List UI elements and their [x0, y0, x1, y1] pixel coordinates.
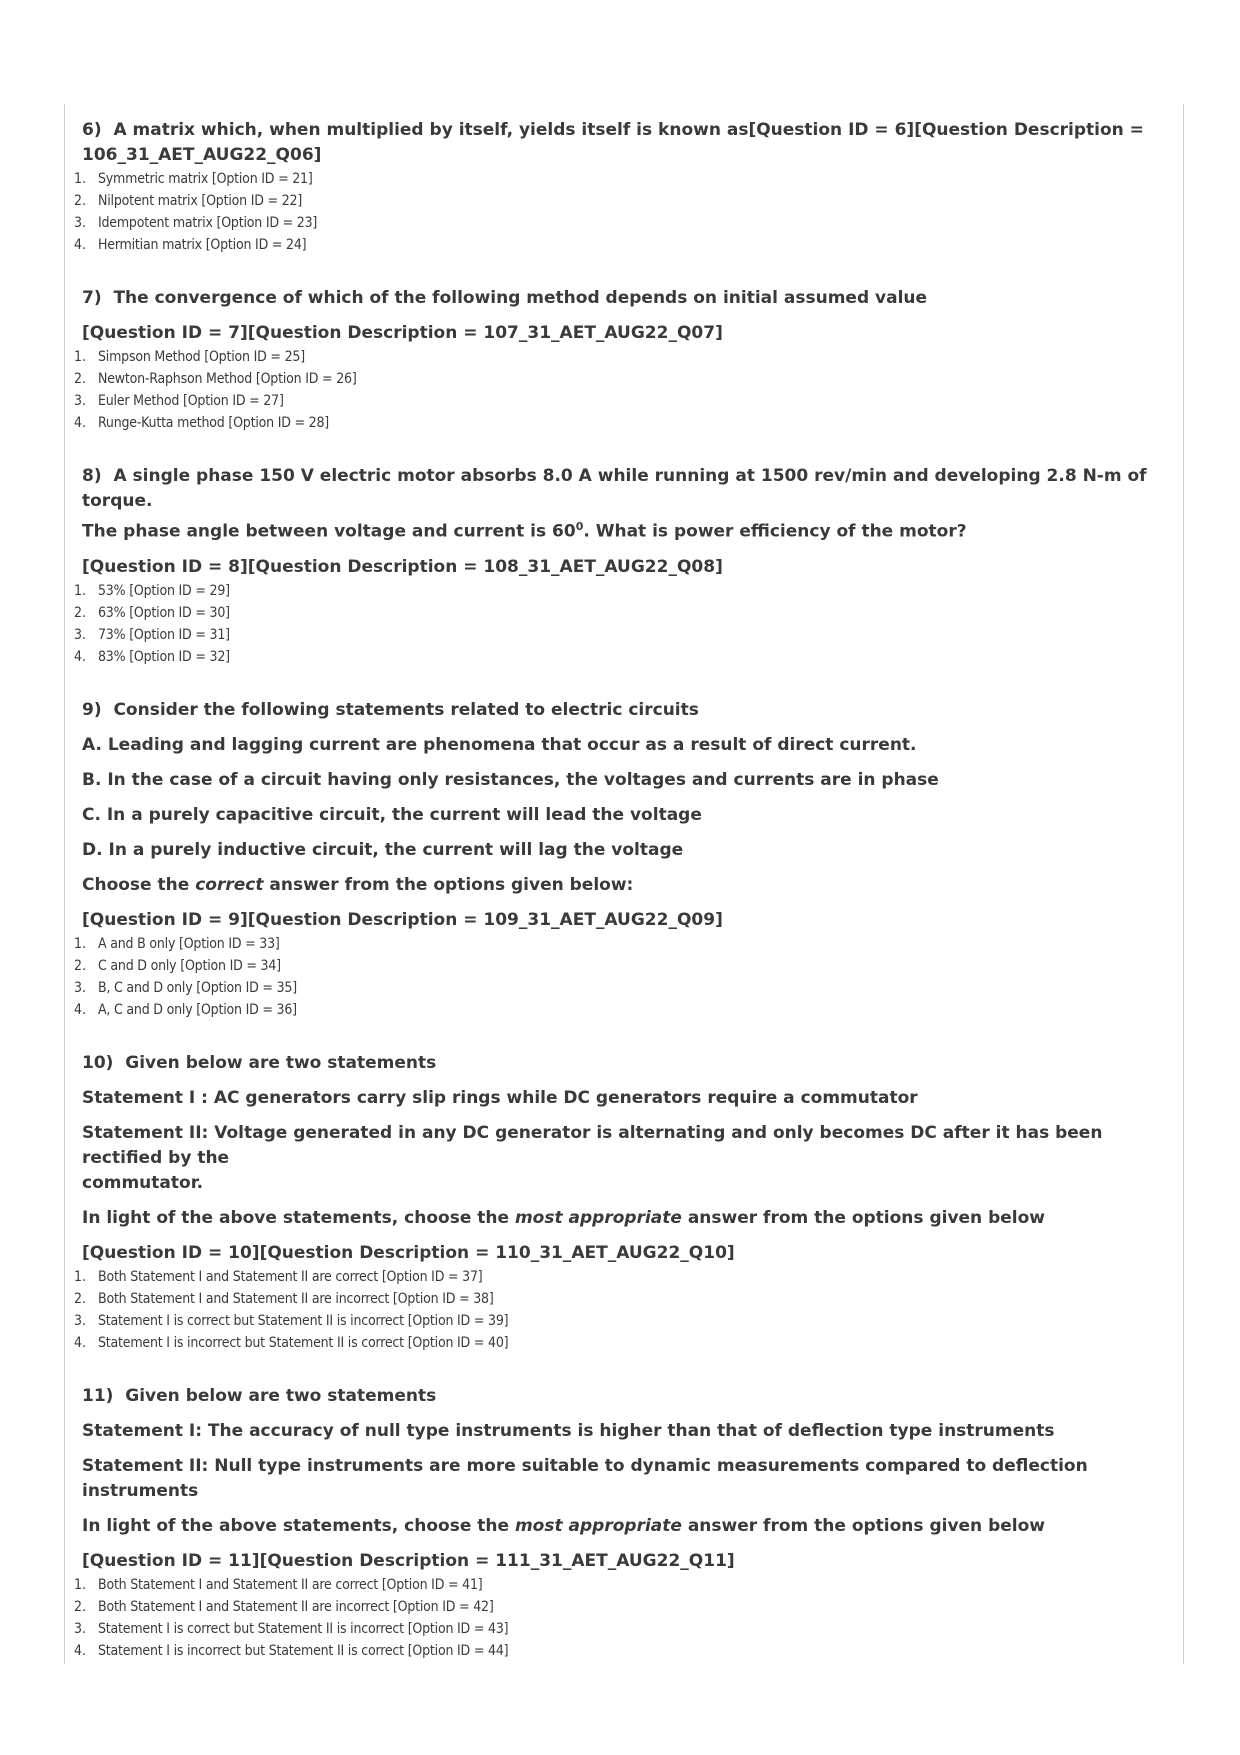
question-id-line: [Question ID = 7][Question Description = 107_31_AET_AUG22_Q07] [82, 323, 723, 343]
question-text: 7) The convergence of which of the following method depends on initial assumed value [82, 288, 928, 308]
question-7 [74, 286, 1154, 434]
question-text: 9) Consider the following statements related to electric circuits [82, 699, 699, 720]
question-id-line: [Question ID = 9][Question Description = 109_31_AET_AUG22_Q09] [82, 909, 723, 930]
option-list [74, 1266, 1154, 1354]
option-item[interactable]: 3. Statement I is correct but Statement II is incorrect [Option ID = 39] [74, 1312, 509, 1329]
option-item[interactable]: 4. Statement I is incorrect but Statement II is correct [Option ID = 40] [74, 1334, 509, 1351]
option-item[interactable]: 1. Both Statement I and Statement II are correct [Option ID = 41] [74, 1576, 483, 1593]
question-text-continued: The phase angle between voltage and current is $60^0$. What is power efficiency of the motor? [82, 520, 967, 542]
statement-a: A. Leading and lagging current are phenomena that occur as a result of direct current. [82, 734, 917, 755]
statement-2: Statement II: Null type instruments are more suitable to dynamic measurements compared to deflection instruments [82, 1455, 1088, 1501]
option-list [74, 168, 1154, 256]
statement-2-continued: commutator. [82, 1172, 204, 1193]
page-border-left [64, 104, 65, 1664]
option-item[interactable]: 1. A and B only [Option ID = 33] [74, 935, 280, 952]
option-item[interactable]: 2. C and D only [Option ID = 34] [74, 957, 281, 974]
question-number: 7) [82, 288, 102, 308]
option-item[interactable]: 4. Runge-Kutta method [Option ID = 28] [74, 415, 330, 431]
question-number: 11) [82, 1385, 114, 1406]
option-list [74, 346, 1154, 434]
option-item[interactable]: 3. Idempotent matrix [Option ID = 23] [74, 215, 318, 231]
option-item[interactable]: 1. Symmetric matrix [Option ID = 21] [74, 171, 313, 187]
question-number: 10) [82, 1052, 114, 1073]
option-item[interactable]: 1. Both Statement I and Statement II are correct [Option ID = 37] [74, 1268, 483, 1285]
question-10 [74, 1051, 1154, 1354]
option-item[interactable]: 2. Newton-Raphson Method [Option ID = 26] [74, 371, 357, 387]
option-item[interactable]: 3. B, C and D only [Option ID = 35] [74, 979, 297, 996]
question-id-line: [Question ID = 8][Question Description = 108_31_AET_AUG22_Q08] [82, 556, 723, 577]
option-item[interactable]: 3. 73% [Option ID = 31] [74, 626, 230, 643]
option-item[interactable]: 3. Statement I is correct but Statement II is incorrect [Option ID = 43] [74, 1620, 509, 1637]
option-item[interactable]: 4. 83% [Option ID = 32] [74, 648, 230, 665]
option-item[interactable]: 3. Euler Method [Option ID = 27] [74, 393, 284, 409]
statement-1: Statement I : AC generators carry slip rings while DC generators require a commutator [82, 1087, 918, 1108]
instruction-text: Choose the correct answer from the options given below: [82, 874, 634, 895]
question-text [82, 118, 1154, 143]
instruction-text: In light of the above statements, choose the most appropriate answer from the options given below [82, 1207, 1045, 1228]
option-item[interactable]: 4. Statement I is incorrect but Statement II is correct [Option ID = 44] [74, 1642, 509, 1659]
question-11 [74, 1384, 1154, 1662]
option-item[interactable]: 2. Both Statement I and Statement II are incorrect [Option ID = 42] [74, 1598, 494, 1615]
question-8 [74, 464, 1154, 668]
question-id-line: [Question ID = 10][Question Description = 110_31_AET_AUG22_Q10] [82, 1242, 735, 1263]
question-text: 10) Given below are two statements [82, 1052, 437, 1073]
question-text-line: A matrix which, when multiplied by itself, yields itself is known as[Question ID = 6][Question Description = [113, 120, 1144, 140]
option-item[interactable]: 2. Both Statement I and Statement II are incorrect [Option ID = 38] [74, 1290, 494, 1307]
question-9 [74, 698, 1154, 1021]
question-number: 8) [82, 466, 102, 486]
statement-b: B. In the case of a circuit having only resistances, the voltages and currents are in phase [82, 769, 939, 790]
option-list [74, 933, 1154, 1021]
option-item[interactable]: 2. 63% [Option ID = 30] [74, 604, 230, 621]
question-number: 9) [82, 699, 102, 720]
question-list [74, 118, 1154, 1692]
page-border-right [1183, 104, 1184, 1664]
option-item[interactable]: 1. Simpson Method [Option ID = 25] [74, 349, 305, 365]
question-6 [74, 118, 1154, 256]
option-item[interactable]: 2. Nilpotent matrix [Option ID = 22] [74, 193, 303, 209]
instruction-text: In light of the above statements, choose the most appropriate answer from the options given below [82, 1515, 1045, 1536]
option-item[interactable]: 1. 53% [Option ID = 29] [74, 582, 230, 599]
statement-c: C. In a purely capacitive circuit, the current will lead the voltage [82, 804, 702, 825]
question-text: 11) Given below are two statements [82, 1385, 437, 1406]
option-list [74, 580, 1154, 668]
option-list [74, 1574, 1154, 1662]
option-item[interactable]: 4. A, C and D only [Option ID = 36] [74, 1001, 297, 1018]
question-id-line: [Question ID = 11][Question Description = 111_31_AET_AUG22_Q11] [82, 1550, 735, 1571]
statement-d: D. In a purely inductive circuit, the current will lag the voltage [82, 839, 684, 860]
statement-1: Statement I: The accuracy of null type instruments is higher than that of deflection type instruments [82, 1420, 1055, 1441]
question-text: 8) A single phase 150 V electric motor absorbs 8.0 A while running at 1500 rev/min and developing 2.8 N-m of torque. [82, 466, 1147, 511]
statement-2: Statement II: Voltage generated in any DC generator is alternating and only becomes DC after it has been rectified by the [82, 1122, 1103, 1168]
option-item[interactable]: 4. Hermitian matrix [Option ID = 24] [74, 237, 307, 253]
question-number: 6) [82, 120, 102, 140]
question-text-continued: 106_31_AET_AUG22_Q06] [82, 145, 322, 165]
